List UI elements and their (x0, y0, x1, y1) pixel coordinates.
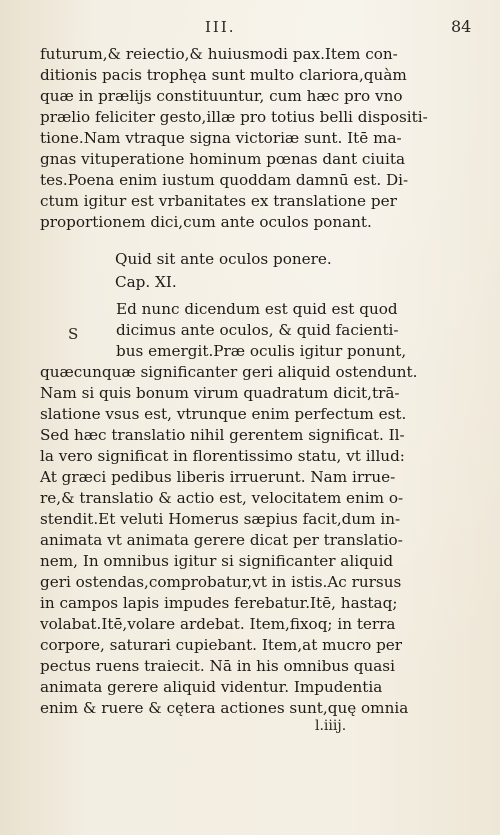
chapter-title: Quid sit ante oculos ponere. (115, 250, 332, 268)
text-line: bus emergit.Præ oculis igitur ponunt, (116, 342, 407, 360)
text-line: tes.Poena enim iustum quoddam damnū est. Di- (40, 171, 409, 189)
running-head: III. (205, 18, 236, 36)
text-line: tione.Nam vtraque signa victoriæ sunt. Itē ma- (40, 129, 402, 147)
text-line: volabat.Itē,volare ardebat. Item,fixoq; in terra (40, 615, 396, 633)
text-line: slatione vsus est, vtrunque enim perfectum est. (40, 405, 407, 423)
text-line: corpore, saturari cupiebant. Item,at mucro per (40, 636, 403, 654)
text-line: in campos lapis impudes ferebatur.Itē, hastaq; (40, 594, 398, 612)
text-line: ditionis pacis trophęa sunt multo clariora,quàm (40, 66, 407, 84)
text-line: enim & ruere & cętera actiones sunt,quę omnia (40, 699, 409, 717)
text-line: ctum igitur est vrbanitates ex translatione per (40, 192, 397, 210)
text-line: dicimus ante oculos, & quid facienti- (116, 321, 399, 339)
text-line: proportionem dici,cum ante oculos ponant. (40, 213, 372, 231)
text-line: Ed nunc dicendum est quid est quod (116, 300, 398, 318)
text-line: prælio feliciter gesto,illæ pro totius belli dispositi- (40, 108, 428, 126)
text-line: quæcunquæ significanter geri aliquid ostendunt. (40, 363, 418, 381)
text-line: futurum,& reiectio,& huiusmodi pax.Item con- (40, 45, 398, 63)
text-line: stendit.Et veluti Homerus sæpius facit,dum in- (40, 510, 401, 528)
text-line: animata gerere aliquid videntur. Impudentia (40, 678, 383, 696)
text-line: la vero significat in florentissimo statu, vt illud: (40, 447, 405, 465)
text-line: nem, In omnibus igitur si significanter aliquid (40, 552, 394, 570)
page-header (0, 14, 500, 38)
signature-mark: l.iiij. (315, 718, 347, 734)
text-line: pectus ruens traiecit. Nā in his omnibus quasi (40, 657, 395, 675)
text-line: Nam si quis bonum virum quadratum dicit,trā- (40, 384, 400, 402)
text-line: quæ in prælijs constituuntur, cum hæc pro vno (40, 87, 403, 105)
text-line: At græci pedibus liberis irruerunt. Nam irrue- (40, 468, 396, 486)
page-number: 84 (451, 17, 472, 36)
text-line: gnas vituperatione hominum pœnas dant ciuita (40, 150, 406, 168)
text-line: animata vt animata gerere dicat per translatio- (40, 531, 403, 549)
chapter-number: Cap. XI. (115, 273, 177, 291)
text-line: geri ostendas,comprobatur,vt in istis.Ac rursus (40, 573, 402, 591)
marginal-mark: S (68, 325, 79, 343)
text-line: Sed hæc translatio nihil gerentem significat. Il- (40, 426, 405, 444)
text-line: re,& translatio & actio est, velocitatem enim o- (40, 489, 404, 507)
